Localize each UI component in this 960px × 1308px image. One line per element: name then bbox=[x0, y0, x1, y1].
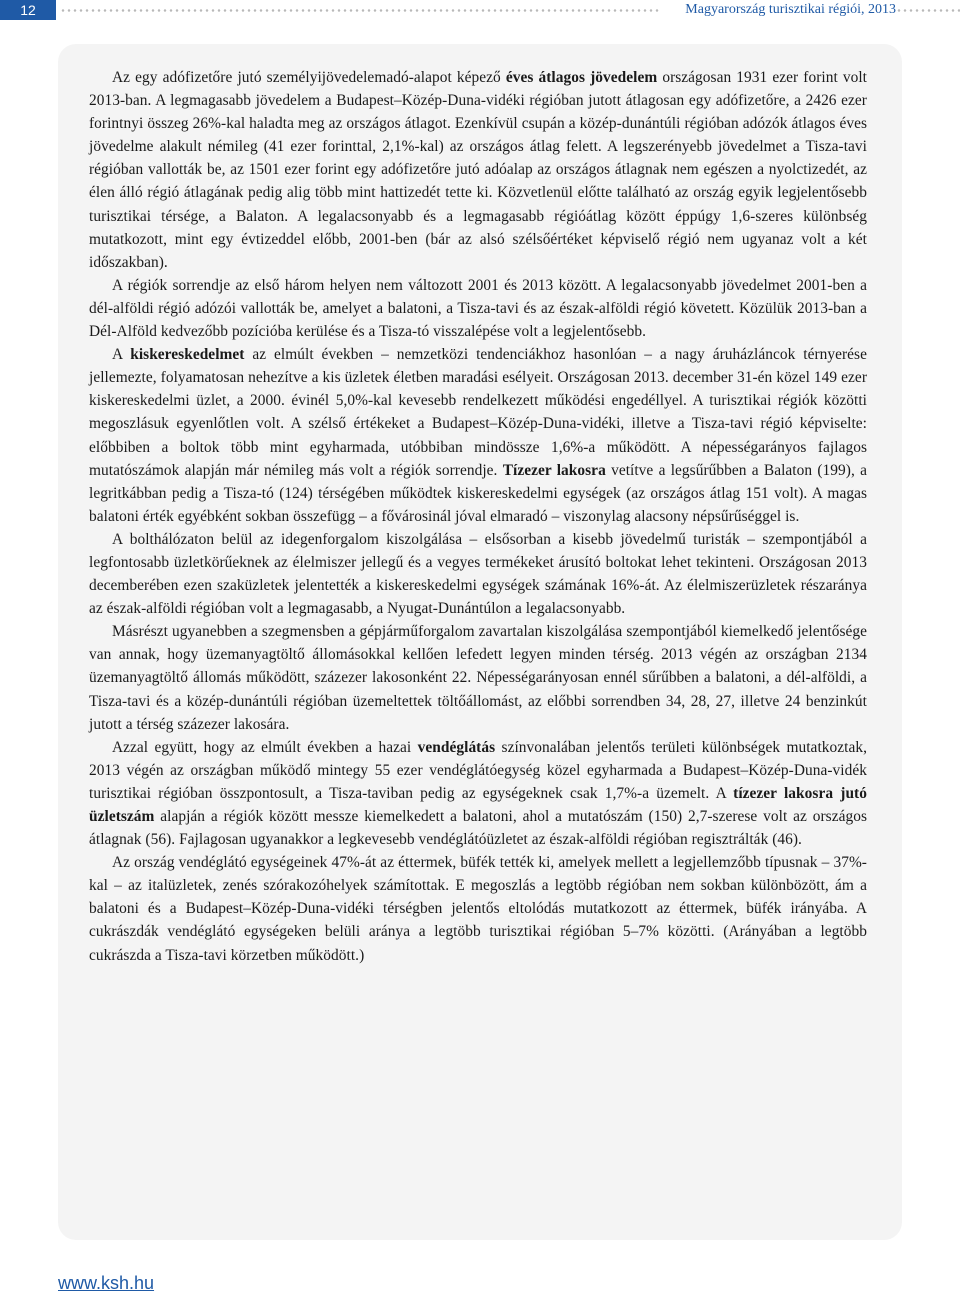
text-run: vetítve a legsűrűbben a Balaton (199), a legritkábban pedig a Tisza-tó (124) térségében működtek kiskereskedelmi egységek (az országos átlag 151 volt). A magas balatoni érték egyébként sokban összefügg – a fővárosinál jóval elmaradó – viszonylag alacsony népsűrűséggel is. bbox=[89, 461, 867, 525]
bold-term: Tízezer lakosra bbox=[502, 461, 606, 479]
text-run: az elmúlt években – nemzetközi tendenciákhoz hasonlóan – a nagy áruházláncok térnyerése jellemezte, folyamatosan nehezítve a kis üzletek életben maradási esélyeit. Országosan 2013. december 31-én közel 149 ezer kiskereskedelmi üzlet, a 2000. évinél 5,0%-kal kevesebb rendelkezett működési engedéllyel. A turisztikai régiók közötti megoszlásuk egyenlőtlen volt. A szélső értékeket a Budapest–Közép-Duna-vidéki, illetve a Tisza-tavi régió képviselte: előbbiben a boltok több mint egyharmada, utóbbiban mindössze 1,6%-a működött. A népességarányos fajlagos mutatószámok alapján már némileg más volt a régiók sorrendje. bbox=[89, 346, 867, 479]
text-run: A bbox=[112, 346, 131, 364]
paragraph bbox=[89, 851, 867, 966]
paragraph bbox=[89, 274, 867, 343]
text-run: Az ország vendéglátó egységeinek 47%-át az éttermek, büfék tették ki, amelyek mellett a legjellemzőbb típusnak – 37%-kal – az italüzletek, zenés szórakozóhelyek számítottak. E megoszlás a legtöbb régióban nem sokban különbözött, ám a balatoni és a Budapest–Közép-Duna-vidéki térségben jelentős eltolódás mutatkozott az éttermek, büfék irányába. A cukrászdák vendéglátó egységeken belüli aránya a legtöbb turisztikai régióban 5–7% közötti. (Arányában a legtöbb cukrászda a Tisza-tavi körzetben működött.) bbox=[89, 854, 867, 964]
running-title: Magyarország turisztikai régiói, 2013 bbox=[685, 2, 896, 17]
bold-term: kiskereskedelmet bbox=[130, 346, 245, 364]
text-run: színvonalában jelentős területi különbségek mutatkoztak, 2013 végén az országban működő mintegy 55 ezer vendéglátóegység közel egyharmada a Budapest–Közép-Duna-vidék turisztikai régióban összpontosult, a Tisza-taviban pedig az egységeknek csak 1,7%-a üzemelt. A bbox=[89, 738, 867, 802]
text-run: országosan 1931 ezer forint volt 2013-ban. A legmagasabb jövedelem a Budapest–Közép-Duna-vidéki régióban jutott átlagosan egy adófizetőre, a 2426 ezer forintnyi összeg 26%-kal haladta meg az országos átlagot. Ezenkívül csupán a közép-dunántúli régióban adózók átlagos éves jövedelme alakult némileg (41 ezer forinttal, 2,1%-kal) az országos átlag felett. A legszerényebb jövedelmet a Tisza-tavi régióban vallották be, az 1501 ezer forint egy adófizetőre jutó adóalap az országos átlagnak nem egészen a nyolctizedét, az élen álló régió átlagának pedig alig több mint hattizedét tette ki. Közvetlenül előtte található az ország egyik legjelentősebb turisztikai térsége, a Balaton. A legalacsonyabb és a legmagasabb régióátlag között éppúgy 1,6-szeres különbség mutatkozott, mint egy évtizeddel előbb, 2001-ben (bár az alsó szélsőértéket képviselő régió nem ugyanaz volt a két időszakban). bbox=[89, 69, 867, 271]
text-run: Azzal együtt, hogy az elmúlt években a hazai bbox=[112, 738, 418, 756]
paragraph bbox=[89, 736, 867, 851]
paragraph bbox=[89, 343, 867, 528]
header-dotted-rule bbox=[60, 9, 660, 12]
paragraph bbox=[89, 620, 867, 735]
header-dotted-rule-end bbox=[896, 9, 960, 12]
text-run: Másrészt ugyanebben a szegmensben a gépjárműforgalom zavartalan kiszolgálása szempontjából kiemelkedő jelentősége van annak, hogy üzemanyagtöltő állomásokkal kellően lefedett legyen minden térség. 2013 végén az országban 2134 üzemanyagtöltő állomás működött, százezer lakosonként 22. Népességarányosan ennél sűrűbben a balatoni, a dél-alföldi, a Tisza-tavi és a közép-dunántúli régióban üzemeltettek töltőállomást, az előbbi sorrendben 34, 28, 27, illetve 24 benzinkút jutott a térség százezer lakosára. bbox=[89, 623, 867, 733]
paragraph bbox=[89, 528, 867, 620]
body-text bbox=[89, 66, 867, 967]
page-number: 12 bbox=[0, 0, 56, 20]
text-run: A bolthálózaton belül az idegenforgalom kiszolgálása – elsősorban a kisebb jövedelmű turisták – szempontjából a legfontosabb üzletkörűeknek az élelmiszer jellegű és a vegyes termékeket árusító boltokat lehet tekinteni. Országosan 2013 decemberében ezen szaküzletek jelentették a kiskereskedelmi egységek számának 16%-át. Az élelmiszerüzletek részaránya az észak-alföldi régióban volt a legmagasabb, a Nyugat-Dunántúlon a legalacsonyabb. bbox=[89, 530, 867, 618]
text-run: A régiók sorrendje az első három helyen nem változott 2001 és 2013 között. A legalacsonyabb jövedelmet 2001-ben a dél-alföldi régió adózói vallották be, amelyet a balatoni, a Tisza-tavi és az észak-alföldi régió követett. Közülük 2013-ban a Dél-Alföld kedvezőbb pozícióba kerülése és a Tisza-tó visszalépése volt a legjelentősebb. bbox=[89, 276, 867, 341]
bold-term: vendéglátás bbox=[417, 738, 496, 756]
page-header bbox=[0, 0, 960, 20]
bold-term: éves átlagos jövedelem bbox=[505, 69, 658, 86]
text-run: Az egy adófizetőre jutó személyijövedelemadó-alapot képező bbox=[112, 69, 506, 86]
bold-term: tízezer lakosra jutó üzletszám bbox=[89, 784, 867, 825]
ksh-website-link[interactable]: www.ksh.hu bbox=[58, 1273, 155, 1293]
text-run: alapján a régiók között messze kiemelkedett a balatoni, ahol a mutatószám (150) 2,7-szerese volt az országos átlagnak (56). Fajlagosan ugyanakkor a legkevesebb vendéglátóüzletet az észak-alföldi régióban regisztrálták (46). bbox=[89, 808, 867, 849]
paragraph bbox=[89, 66, 867, 274]
